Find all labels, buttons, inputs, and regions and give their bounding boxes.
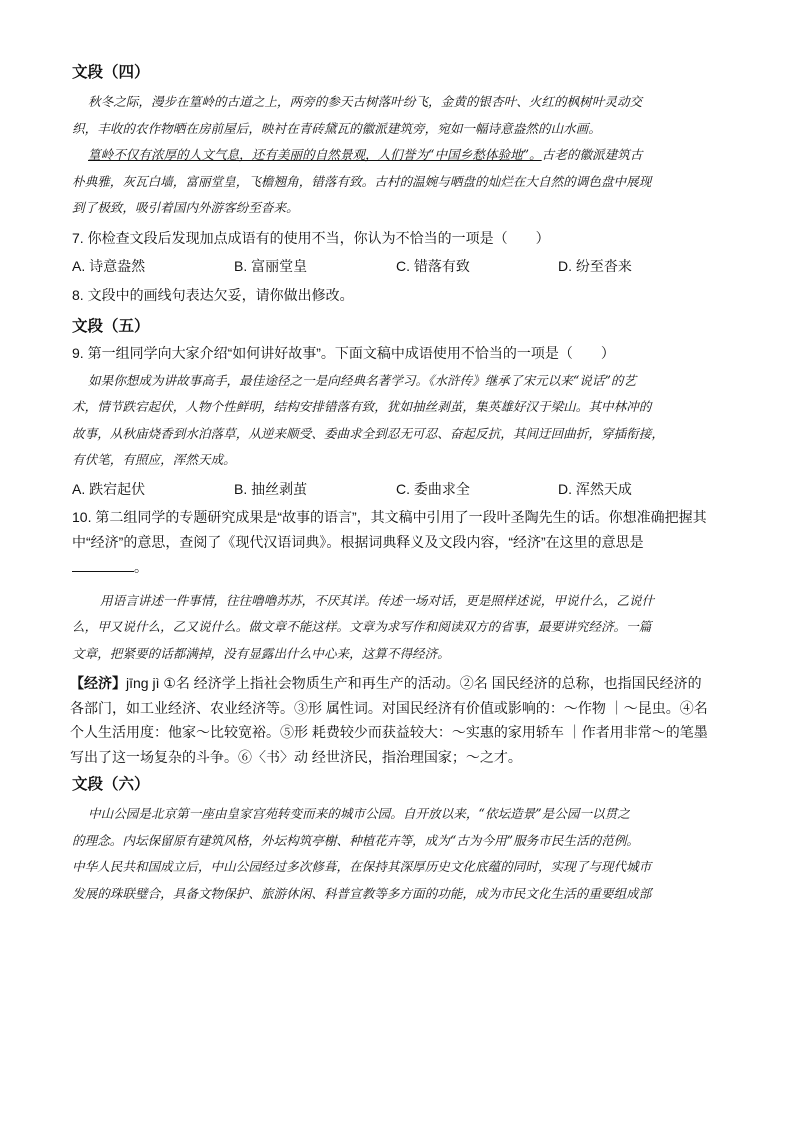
dictionary-entry: [70, 671, 732, 769]
option-b: B. 抽丝剥茧: [234, 480, 308, 497]
passage-6-line: 的理念。内坛保留原有建筑风格，外坛构筑亭榭、种植花卉等，成为“古为今用”服务市民生活的范例。: [72, 832, 640, 848]
passage-6-line: 中华人民共和国成立后，中山公园经过多次修葺，在保持其深厚历史文化底蕴的同时，实现了与现代城市: [72, 859, 652, 874]
passage-6: [72, 801, 732, 907]
question-10: [72, 505, 732, 580]
section-heading-5: 文段（五）: [72, 316, 150, 335]
passage-4: [72, 89, 732, 222]
question-9: 9. 第一组同学向大家介绍“如何讲好故事”。下面文稿中成语使用不恰当的一项是（ ）: [72, 344, 615, 361]
dictionary-headword: 【经济】: [70, 675, 126, 691]
quote-passage: [72, 588, 732, 668]
option-d: D. 纷至沓来: [558, 257, 632, 274]
underlined-sentence: 篁岭不仅有浓厚的人文气息，还有美丽的自然景观，人们誉为“中国乡愁体验地”。: [88, 147, 542, 162]
option-d: D. 浑然天成: [558, 480, 632, 497]
dictionary-line: 写出了这一场复杂的斗争。⑥〈书〉动 经世济民，指治理国家；～之才。: [70, 748, 522, 765]
answer-blank[interactable]: [72, 557, 134, 572]
passage-4-line: 朴典雅，灰瓦白墙，富丽堂皇，飞檐翘角，错落有致。古村的温婉与晒盘的灿烂在大自然的调色盘中展现: [72, 173, 652, 189]
question-9-options: [72, 478, 732, 500]
question-10-line: [72, 555, 732, 580]
dictionary-line: [70, 671, 732, 696]
section-heading-6: 文段（六）: [72, 775, 150, 793]
option-a: A. 跌宕起伏: [72, 480, 146, 497]
quote-line: 文章，把紧要的话都满掉，没有显露出什么中心来，这算不得经济。: [72, 645, 450, 661]
document-page: [72, 62, 732, 907]
passage-6-line: 发展的珠联璧合，具备文物保护、旅游休闲、科普宣教等多方面的功能，成为市民文化生活的重要组成部: [72, 885, 652, 901]
dictionary-line: 各部门，如工业经济、农业经济等。③形 属性词。对国民经济有价值或影响的：～作物 ｜～昆虫。④名: [70, 699, 708, 716]
question-8: 8. 文段中的画线句表达欠妥，请你做出修改。: [72, 286, 354, 303]
quote-line: 用语言讲述一件事情，往往噜噜苏苏，不厌其详。传述一场对话，更是照样述说，甲说什么，乙说什: [100, 592, 655, 608]
passage-4-text: 古老的徽派建筑古: [541, 147, 643, 162]
quote-line: 么，甲又说什么，乙又说什么。做文章不能这样。文章为求写作和阅读双方的省事，最要讲究经济。一篇: [72, 619, 652, 634]
dictionary-line: 个人生活用度：他家～比较宽裕。⑤形 耗费较少而获益较大：～实惠的家用轿车 ｜作者用非常～的笔墨: [70, 724, 708, 740]
passage-4-line: 织，丰收的农作物晒在房前屋后，映衬在青砖黛瓦的徽派建筑旁，宛如一幅诗意盎然的山水画。: [72, 120, 601, 136]
question-7: 7. 你检查文段后发现加点成语有的使用不当，你认为不恰当的一项是（ ）: [72, 229, 550, 246]
passage-4-line: [88, 142, 732, 169]
passage-5-line: 有伏笔，有照应，浑然天成。: [72, 452, 236, 467]
option-a: A. 诗意盎然: [72, 257, 146, 274]
option-c: C. 委曲求全: [396, 480, 470, 497]
passage-4-line: 到了极致，吸引着国内外游客纷至沓来。: [72, 200, 299, 215]
passage-6-line: 中山公园是北京第一座由皇家宫苑转变而来的城市公园。自开放以来，“依坛造景”是公园一以贯之: [88, 806, 630, 821]
passage-4-line: 秋冬之际，漫步在篁岭的古道之上，两旁的参天古树落叶纷飞，金黄的银杏叶、火红的枫树叶灵动交: [88, 94, 643, 109]
question-7-options: [72, 255, 732, 277]
question-10-line: 中“经济”的意思，查阅了《现代汉语词典》。根据词典释义及文段内容，“经济”在这里的意思是: [72, 533, 644, 550]
section-heading-4: 文段（四）: [72, 63, 150, 81]
dictionary-text: jīng jì ①名 经济学上指社会物质生产和再生产的活动。②名 国民经济的总称，也指国民经济的: [126, 675, 702, 691]
question-10-line: 10. 第二组同学的专题研究成果是“故事的语言”，其文稿中引用了一段叶圣陶先生的话。你想准确把握其: [72, 508, 707, 525]
option-c: C. 错落有致: [396, 257, 470, 274]
option-b: B. 富丽堂皇: [234, 257, 308, 274]
question-10-end: 。: [134, 558, 148, 575]
passage-5-line: 术，情节跌宕起伏，人物个性鲜明，结构安排错落有致，犹如抽丝剥茧，集英雄好汉于梁山。其中林冲的: [72, 399, 652, 414]
passage-5-line: 如果你想成为讲故事高手，最佳途径之一是向经典名著学习。《水浒传》继承了宋元以来“说话”的艺: [88, 372, 637, 388]
passage-5-line: 故事，从秋庙烧香到水泊落草，从逆来顺受、委曲求全到忍无可忍、奋起反抗，其间迂回曲折，穿插衔接，: [72, 425, 664, 441]
passage-5: [72, 368, 732, 474]
